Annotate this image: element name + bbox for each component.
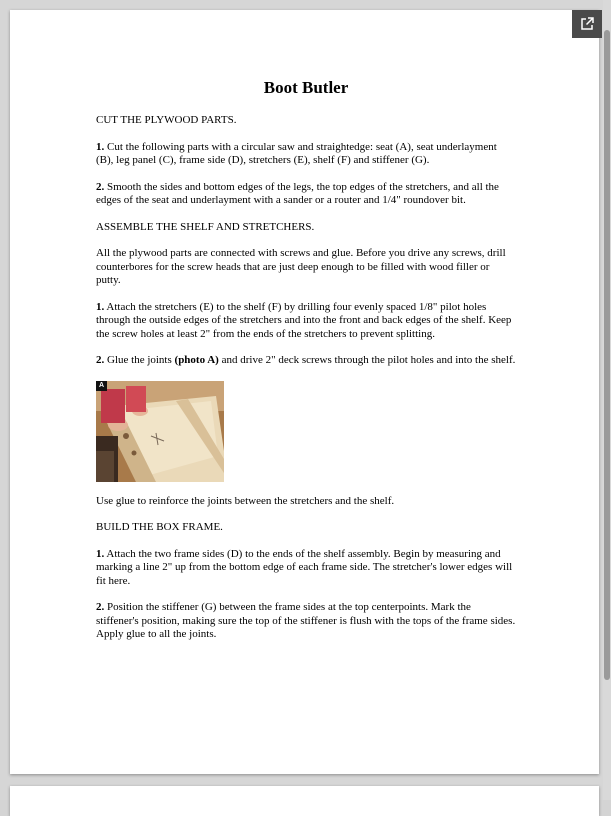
paragraph-text: and drive 2" deck screws through the pilot holes and into the shelf. <box>218 354 516 366</box>
photo-label: A <box>96 381 107 391</box>
paragraph-text: Glue the joints <box>104 354 175 366</box>
next-page <box>10 786 599 816</box>
paragraph <box>96 601 516 642</box>
paragraph <box>96 301 516 342</box>
paragraph <box>96 141 516 168</box>
step-number: 2. <box>96 601 105 613</box>
step-number: 2. <box>96 180 105 193</box>
step-number: 2. <box>96 354 105 366</box>
paragraph-text: Cut the following parts with a circular saw and straightedge: seat (A), seat underlayment (B), leg panel (C), frame side (D), stretchers (E), shelf (F) and stiffener (G). <box>96 140 497 166</box>
document-page <box>10 10 599 774</box>
photo-illustration <box>96 381 224 482</box>
paragraph-text: Smooth the sides and bottom edges of the legs, the top edges of the stretchers, and all the edges of the seat and underlayment with a sander or a router and 1/4" roundover bit. <box>96 180 499 206</box>
page-content <box>96 78 516 655</box>
step-number: 1. <box>96 140 105 153</box>
section-heading: BUILD THE BOX FRAME. <box>96 521 223 533</box>
paragraph: All the plywood parts are connected with screws and glue. Before you drive any screws, drill counterbores for the screw heads that are just deep enough to be filled with wood filler or putty. <box>96 247 506 286</box>
vertical-scrollbar[interactable] <box>603 0 611 800</box>
popout-button[interactable] <box>572 10 602 38</box>
section-heading: ASSEMBLE THE SHELF AND STRETCHERS. <box>96 220 315 233</box>
paragraph <box>96 354 516 368</box>
step-number: 1. <box>96 547 105 560</box>
popout-icon <box>580 17 594 31</box>
paragraph <box>96 181 516 208</box>
photo-a <box>96 381 224 482</box>
paragraph-text: Attach the two frame sides (D) to the ends of the shelf assembly. Begin by measuring and marking a line 2" up from the bottom edge of each frame side. The stretcher's lower edges will fit here. <box>96 547 513 587</box>
step-number: 1. <box>96 300 105 313</box>
section-heading: CUT THE PLYWOOD PARTS. <box>96 114 237 126</box>
paragraph-text: Position the stiffener (G) between the frame sides at the top centerpoints. Mark the stiffener's position, making sure the top of the stiffener is flush with the tops of the frame sides. Apply glue to all the joints. <box>96 601 516 640</box>
paragraph-text: Attach the stretchers (E) to the shelf (F) by drilling four evenly spaced 1/8" pilot holes through the outside edges of the stretchers and into the front and back edges of the shelf. Keep the screw holes at least 2" from the ends of the stretchers to prevent splitting. <box>96 300 512 340</box>
photo-caption: Use glue to reinforce the joints between the stretchers and the shelf. <box>96 494 395 507</box>
scroll-thumb[interactable] <box>604 30 610 680</box>
photo-reference: (photo A) <box>174 354 219 366</box>
paragraph <box>96 548 516 589</box>
page-title: Boot Butler <box>263 78 349 97</box>
